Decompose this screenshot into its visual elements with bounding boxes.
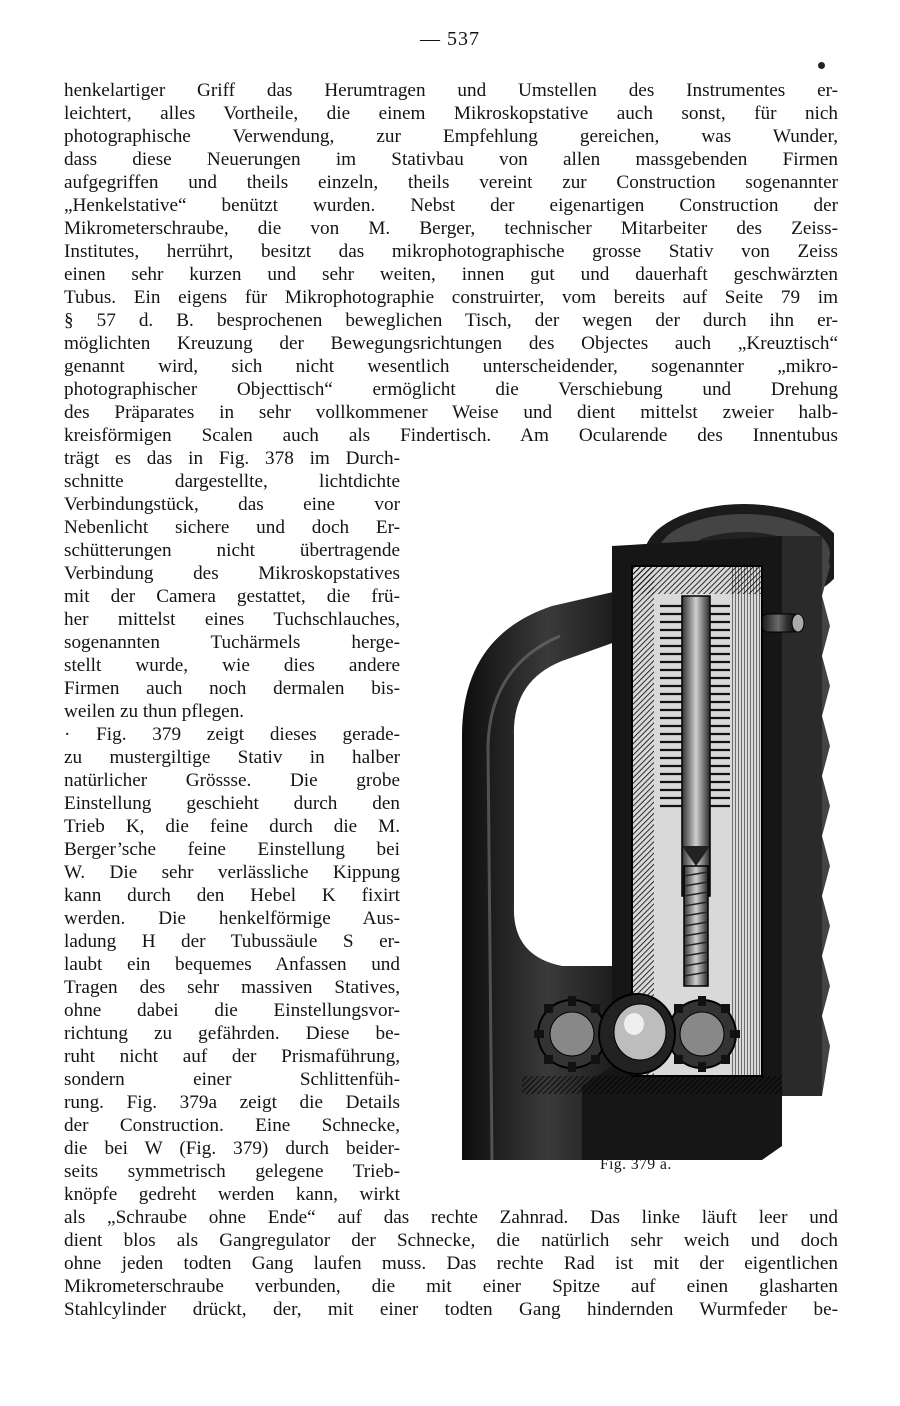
figure-379a-engraving xyxy=(432,486,834,1160)
text-line: laubt ein bequemes Anfassen und xyxy=(64,954,400,975)
text-line: möglichten Kreuzung der Bewegungsrichtungen des Objectes auch „Kreuztisch“ xyxy=(64,333,838,354)
text-line: ohne jeden todten Gang laufen muss. Das rechte Rad ist mit der eigentlichen xyxy=(64,1253,838,1274)
text-line: Verbindung des Mikroskopstatives xyxy=(64,563,400,584)
text-line: schütterungen nicht übertragende xyxy=(64,540,400,561)
text-line: leichtert, alles Vortheile, die einem Mikroskopstative auch sonst, für nich xyxy=(64,103,838,124)
text-line: ohne dabei die Einstellungsvor- xyxy=(64,1000,400,1021)
text-line: ruht nicht auf der Prismaführung, xyxy=(64,1046,400,1067)
text-line: zu mustergiltige Stativ in halber xyxy=(64,747,400,768)
text-line: knöpfe gedreht werden kann, wirkt xyxy=(64,1184,400,1205)
text-line: Mikrometerschraube verbunden, die mit einer Spitze auf einen glasharten xyxy=(64,1276,838,1297)
text-line: Trieb K, die feine durch die M. xyxy=(64,816,400,837)
text-line: als „Schraube ohne Ende“ auf das rechte Zahnrad. Das linke läuft leer und xyxy=(64,1207,838,1228)
text-line: photographischer Objecttisch“ ermöglicht die Verschiebung und Drehung xyxy=(64,379,838,400)
text-line: rung. Fig. 379a zeigt die Details xyxy=(64,1092,400,1113)
text-line: mit der Camera gestattet, die frü- xyxy=(64,586,400,607)
text-line: dass diese Neuerungen im Stativbau von allen massgebenden Firmen xyxy=(64,149,838,170)
page-number: — 537 xyxy=(420,28,480,50)
ink-dot xyxy=(818,62,825,69)
text-line: einen sehr kurzen und sehr weiten, innen gut und dauerhaft geschwärzten xyxy=(64,264,838,285)
text-line: Mikrometerschraube, die von M. Berger, technischer Mitarbeiter des Zeiss- xyxy=(64,218,838,239)
text-line: sogenannten Tuchärmels herge- xyxy=(64,632,400,653)
text-line: seits symmetrisch gelegene Trieb- xyxy=(64,1161,400,1182)
text-line: „Henkelstative“ benützt wurden. Nebst der eigenartigen Construction der xyxy=(64,195,838,216)
text-line: schnitte dargestellte, lichtdichte xyxy=(64,471,400,492)
text-line: die bei W (Fig. 379) durch beider- xyxy=(64,1138,400,1159)
text-line: weilen zu thun pflegen. xyxy=(64,701,245,722)
text-line: Stahlcylinder drückt, der, mit einer todten Gang hindernden Wurmfeder be- xyxy=(64,1299,838,1320)
text-line: ladung H der Tubussäule S er- xyxy=(64,931,400,952)
text-line: W. Die sehr verlässliche Kippung xyxy=(64,862,400,883)
text-line: henkelartiger Griff das Herumtragen und Umstellen des Instrumentes er- xyxy=(64,80,838,101)
text-line: trägt es das in Fig. 378 im Durch- xyxy=(64,448,400,469)
text-line: · Fig. 379 zeigt dieses gerade- xyxy=(64,724,400,745)
text-line: werden. Die henkelförmige Aus- xyxy=(64,908,400,929)
text-line: genannt wird, sich nicht wesentlich unterscheidender, sogenannter „mikro- xyxy=(64,356,838,377)
text-line: der Construction. Eine Schnecke, xyxy=(64,1115,400,1136)
text-line: Nebenlicht sichere und doch Er- xyxy=(64,517,400,538)
text-line: Einstellung geschieht durch den xyxy=(64,793,400,814)
text-line: kreisförmigen Scalen auch als Findertisch. Am Ocularende des Innentubus xyxy=(64,425,838,446)
text-line: kann durch den Hebel K fixirt xyxy=(64,885,400,906)
text-line: natürlicher Grössse. Die grobe xyxy=(64,770,400,791)
figure-caption: Fig. 379 a. xyxy=(600,1156,672,1173)
text-line: Verbindungstück, das eine vor xyxy=(64,494,400,515)
text-line: her mittelst eines Tuchschlauches, xyxy=(64,609,400,630)
text-line: dient blos als Gangregulator der Schnecke, die natürlich sehr weich und doch xyxy=(64,1230,838,1251)
text-line: Tubus. Ein eigens für Mikrophotographie construirter, vom bereits auf Seite 79 im xyxy=(64,287,838,308)
text-line: § 57 d. B. besprochenen beweglichen Tisch, der wegen der durch ihn er- xyxy=(64,310,838,331)
text-line: stellt wurde, wie dies andere xyxy=(64,655,400,676)
text-line: des Präparates in sehr vollkommener Weise und dient mittelst zweier halb- xyxy=(64,402,838,423)
text-line: Firmen auch noch dermalen bis- xyxy=(64,678,400,699)
text-line: Institutes, herrührt, besitzt das mikrophotographische grosse Stativ von Zeiss xyxy=(64,241,838,262)
text-line: aufgegriffen und theils einzeln, theils vereint zur Construction sogenannter xyxy=(64,172,838,193)
text-line: richtung zu gefährden. Diese be- xyxy=(64,1023,400,1044)
text-line: Berger’sche feine Einstellung bei xyxy=(64,839,400,860)
text-line: photographische Verwendung, zur Empfehlung gereichen, was Wunder, xyxy=(64,126,838,147)
text-line: Tragen des sehr massiven Statives, xyxy=(64,977,400,998)
text-line: sondern einer Schlittenfüh- xyxy=(64,1069,400,1090)
